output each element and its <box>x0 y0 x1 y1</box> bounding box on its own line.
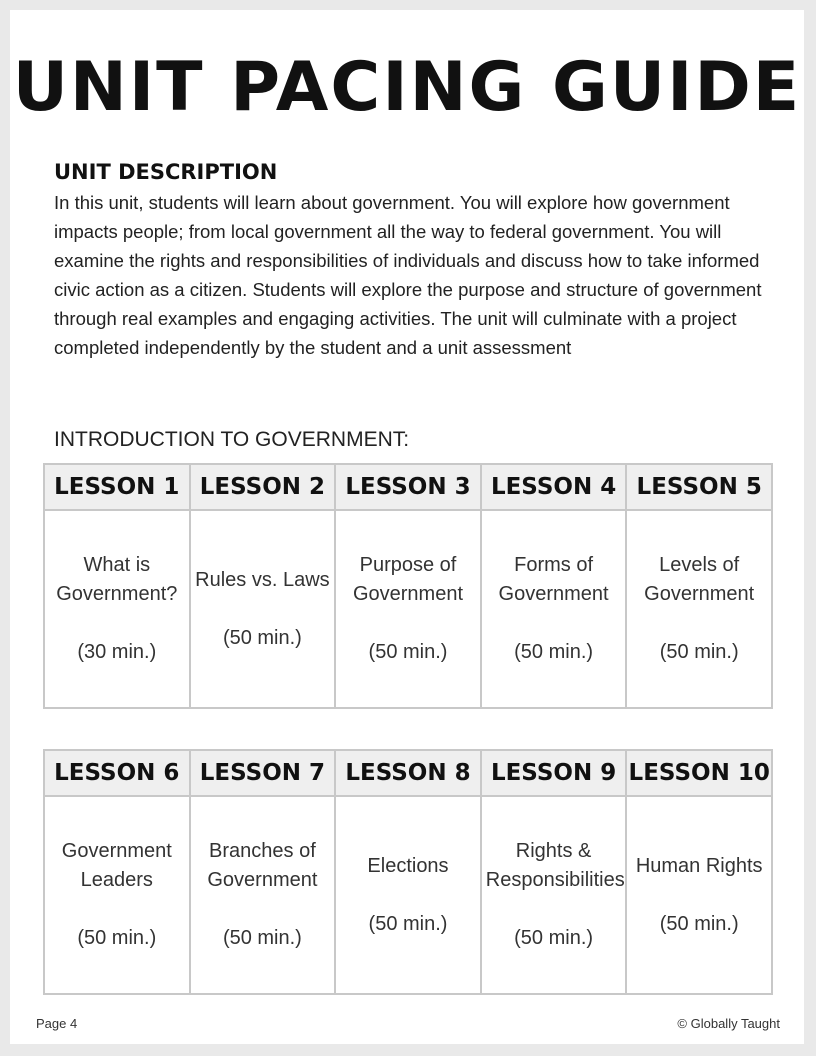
lesson-cell <box>626 510 772 708</box>
lesson-topic: Rules vs. Laws <box>195 568 330 591</box>
lesson-header: LESSON 1 <box>44 464 190 510</box>
lesson-cell <box>481 510 627 708</box>
lesson-topic: Government Leaders <box>61 840 172 891</box>
lesson-duration: (50 min.) <box>368 641 448 663</box>
lesson-topic: Purpose of Government <box>352 554 464 605</box>
lessons-table-2 <box>43 749 773 995</box>
lesson-header: LESSON 2 <box>190 464 336 510</box>
lesson-cell <box>44 510 190 708</box>
document-page <box>10 10 804 1044</box>
lesson-duration: (50 min.) <box>514 641 594 663</box>
lesson-cell <box>335 510 481 708</box>
lesson-duration: (50 min.) <box>514 927 594 949</box>
lesson-cell <box>481 796 627 994</box>
lesson-topic: What is Government? <box>56 554 178 605</box>
lessons-table-1 <box>43 463 773 709</box>
lesson-cell <box>335 796 481 994</box>
lesson-header: LESSON 10 <box>626 750 772 796</box>
lesson-duration: (50 min.) <box>659 641 739 663</box>
lesson-header: LESSON 8 <box>335 750 481 796</box>
lesson-cell <box>626 796 772 994</box>
lessons-body-row <box>44 796 772 994</box>
lessons-body-row <box>44 510 772 708</box>
lesson-header: LESSON 6 <box>44 750 190 796</box>
lesson-duration: (50 min.) <box>77 927 157 949</box>
lesson-duration: (30 min.) <box>77 641 157 663</box>
lesson-header: LESSON 9 <box>481 750 627 796</box>
section-label: INTRODUCTION TO GOVERNMENT: <box>54 428 410 451</box>
lesson-cell <box>190 510 336 708</box>
lesson-topic: Levels of Government <box>644 554 755 605</box>
page-number: Page 4 <box>36 1016 78 1031</box>
page-title: UNIT PACING GUIDE <box>12 48 802 127</box>
lesson-duration: (50 min.) <box>368 912 448 935</box>
lesson-topic: Human Rights <box>635 854 763 877</box>
lesson-topic: Rights & Responsibilities <box>485 840 625 891</box>
lesson-duration: (50 min.) <box>222 927 302 949</box>
lesson-topic: Branches of Government <box>207 840 318 891</box>
lesson-duration: (50 min.) <box>222 626 302 649</box>
lessons-header-row <box>44 750 772 796</box>
unit-description-heading: UNIT DESCRIPTION <box>54 160 278 184</box>
lesson-topic: Forms of Government <box>498 554 609 605</box>
copyright-notice: © Globally Taught <box>677 1016 780 1031</box>
lesson-cell <box>190 796 336 994</box>
lesson-topic: Elections <box>367 854 449 877</box>
lesson-header: LESSON 5 <box>626 464 772 510</box>
unit-description-body: In this unit, students will learn about government. You will explore how government impacts people; from local government all the way to federal government. You will examine the rights and responsibilities of individuals and discuss how to take informed civic action as a citizen. Students will explore the purpose and structure of government through real examples and engaging activities. The unit will culminate with a project completed independently by the student and a unit assessment <box>54 192 762 358</box>
lesson-header: LESSON 7 <box>190 750 336 796</box>
lesson-duration: (50 min.) <box>659 912 739 935</box>
lesson-cell <box>44 796 190 994</box>
lessons-header-row <box>44 464 772 510</box>
lesson-header: LESSON 3 <box>335 464 481 510</box>
lesson-header: LESSON 4 <box>481 464 627 510</box>
